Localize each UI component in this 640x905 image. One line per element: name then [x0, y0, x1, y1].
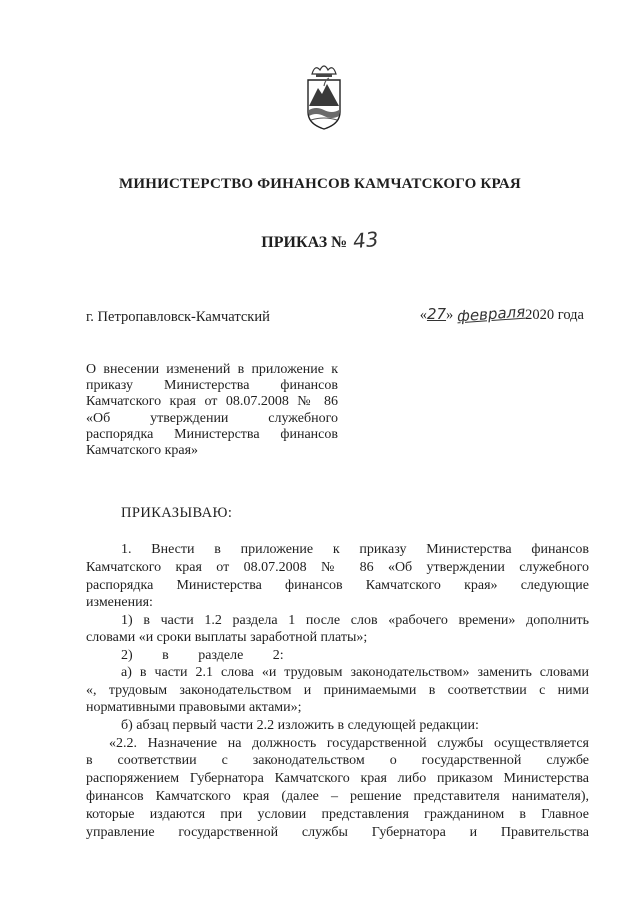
order-label: ПРИКАЗ №: [261, 234, 348, 251]
subject-line: Камчатского края от 08.07.2008 № 86: [86, 394, 338, 410]
body-line: «, трудовым законодательством и принимаемыми в соответствии с ними: [86, 683, 589, 698]
kamchatka-coat-of-arms-icon: [306, 62, 342, 130]
date-year: 2020 года: [525, 307, 584, 323]
body-line: которые издаются при условии представления гражданином в Главное: [86, 807, 589, 822]
order-title: [0, 228, 640, 252]
city-label: г. Петропавловск-Камчатский: [86, 309, 270, 325]
subject-line: приказу Министерства финансов: [86, 378, 338, 394]
order-number: 43: [352, 226, 380, 254]
directive-heading: ПРИКАЗЫВАЮ:: [121, 505, 233, 521]
ministry-title: МИНИСТЕРСТВО ФИНАНСОВ КАМЧАТСКОГО КРАЯ: [119, 176, 521, 192]
body-line: б) абзац первый части 2.2 изложить в следующей редакции:: [121, 718, 479, 733]
body-line: 2) в разделе 2:: [121, 648, 284, 663]
date-close-quote: »: [446, 307, 454, 323]
body-line: в соответствии с законодательством о государственной службе: [86, 753, 589, 768]
date-month: февраля: [456, 302, 526, 326]
body-line: словами «и сроки выплаты заработной платы»;: [86, 630, 368, 645]
body-line: изменения:: [86, 595, 153, 610]
body-line: 1. Внести в приложение к приказу Министерства финансов: [121, 542, 589, 557]
date-day: 27: [426, 305, 447, 323]
order-date: [419, 302, 584, 326]
body-line: «2.2. Назначение на должность государственной службы осуществляется: [109, 736, 589, 751]
body-line: финансов Камчатского края (далее – решение представителя нанимателя),: [86, 789, 589, 804]
subject-line: распорядка Министерства финансов: [86, 426, 338, 442]
body-line: нормативными правовыми актами»;: [86, 700, 302, 715]
order-subject: [86, 362, 338, 459]
subject-line: Камчатского края»: [86, 443, 199, 459]
body-line: управление государственной службы Губернатора и Правительства: [86, 825, 589, 840]
body-line: распоряжением Губернатора Камчатского края либо приказом Министерства: [86, 771, 589, 786]
body-line: а) в части 2.1 слова «и трудовым законодательством» заменить словами: [121, 665, 589, 680]
body-line: Камчатского края от 08.07.2008 № 86 «Об утверждении служебного: [86, 560, 589, 575]
body-line: распорядка Министерства финансов Камчатского края» следующие: [86, 578, 589, 593]
body-line: 1) в части 1.2 раздела 1 после слов «рабочего времени» дополнить: [121, 613, 589, 628]
subject-line: «Об утверждении служебного: [86, 410, 338, 426]
date-open-quote: «: [419, 307, 427, 323]
subject-line: О внесении изменений в приложение к: [86, 362, 338, 377]
